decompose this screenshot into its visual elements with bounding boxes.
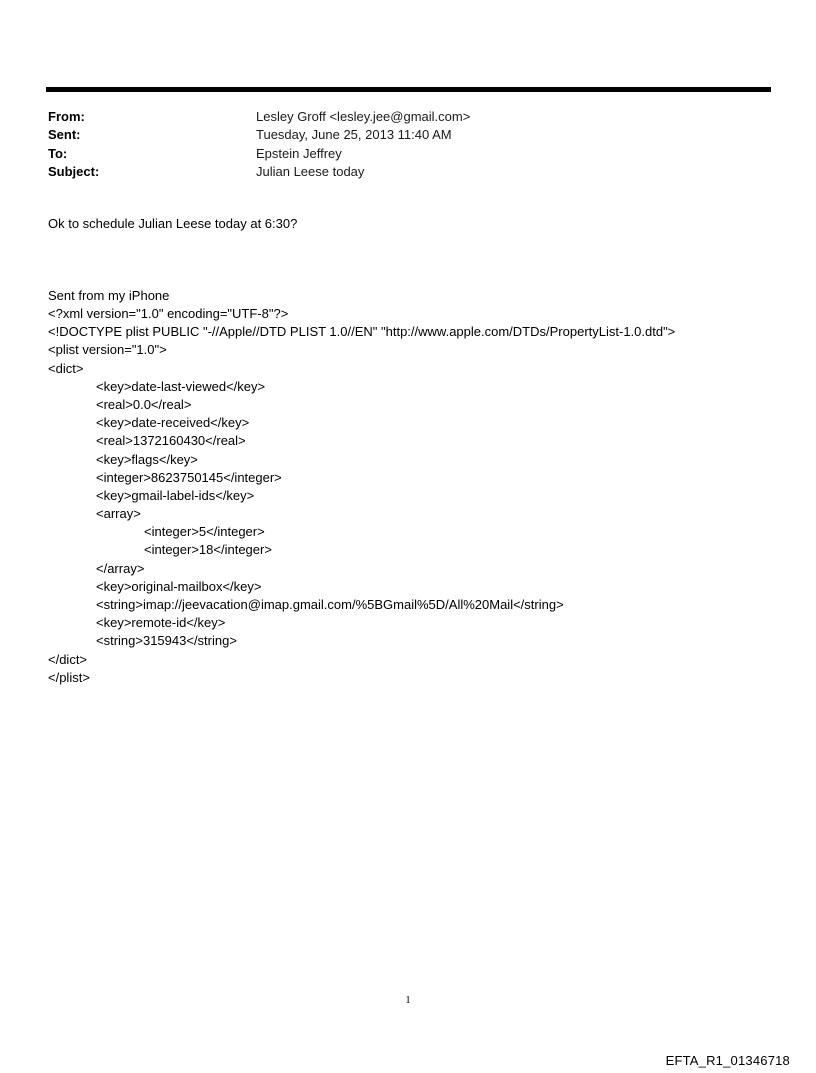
plist-line: <real>0.0</real> (96, 396, 192, 412)
email-header (48, 108, 768, 181)
from-row (48, 108, 768, 126)
subject-label: Subject: (48, 163, 100, 179)
plist-line: <key>remote-id</key> (96, 615, 226, 631)
plist-line: </dict> (48, 651, 88, 667)
to-row (48, 145, 768, 163)
plist-line: <key>gmail-label-ids</key> (96, 487, 255, 503)
plist-line: <key>date-last-viewed</key> (96, 378, 266, 394)
document-id: EFTA_R1_01346718 (665, 1053, 790, 1068)
plist-line: <key>original-mailbox</key> (96, 578, 262, 594)
plist-line: <dict> (48, 360, 84, 376)
from-value: Lesley Groff <lesley.jee@gmail.com> (256, 109, 471, 124)
from-label: From: (48, 109, 85, 124)
plist-line: <integer>18</integer> (144, 542, 272, 558)
plist-line: <key>date-received</key> (96, 415, 250, 431)
plist-line: <!DOCTYPE plist PUBLIC "-//Apple//DTD PLIST 1.0//EN" "http://www.apple.com/DTDs/PropertyList-1.0.dtd"> (48, 324, 676, 340)
header-divider (46, 87, 771, 92)
email-signature: Sent from my iPhone (48, 288, 170, 303)
plist-line: <integer>5</integer> (144, 524, 265, 540)
plist-line: <key>flags</key> (96, 451, 198, 467)
sent-row (48, 126, 768, 144)
plist-line: <real>1372160430</real> (96, 433, 246, 449)
plist-line: <array> (96, 506, 141, 522)
subject-value: Julian Leese today (256, 163, 365, 179)
subject-row (48, 163, 768, 181)
plist-line: <plist version="1.0"> (48, 342, 167, 358)
plist-block (48, 305, 675, 687)
email-message: Ok to schedule Julian Leese today at 6:30? (48, 216, 298, 231)
to-value: Epstein Jeffrey (256, 145, 342, 161)
sent-value: Tuesday, June 25, 2013 11:40 AM (256, 127, 452, 143)
plist-line: </array> (96, 560, 145, 576)
to-label: To: (48, 145, 68, 161)
plist-line: <integer>8623750145</integer> (96, 469, 282, 485)
plist-line: </plist> (48, 669, 90, 685)
sent-label: Sent: (48, 127, 81, 143)
page-number: 1 (405, 994, 411, 1006)
plist-line: <string>imap://jeevacation@imap.gmail.com/%5BGmail%5D/All%20Mail</string> (96, 597, 564, 612)
plist-line: <string>315943</string> (96, 633, 237, 649)
plist-line: <?xml version="1.0" encoding="UTF-8"?> (48, 306, 289, 321)
